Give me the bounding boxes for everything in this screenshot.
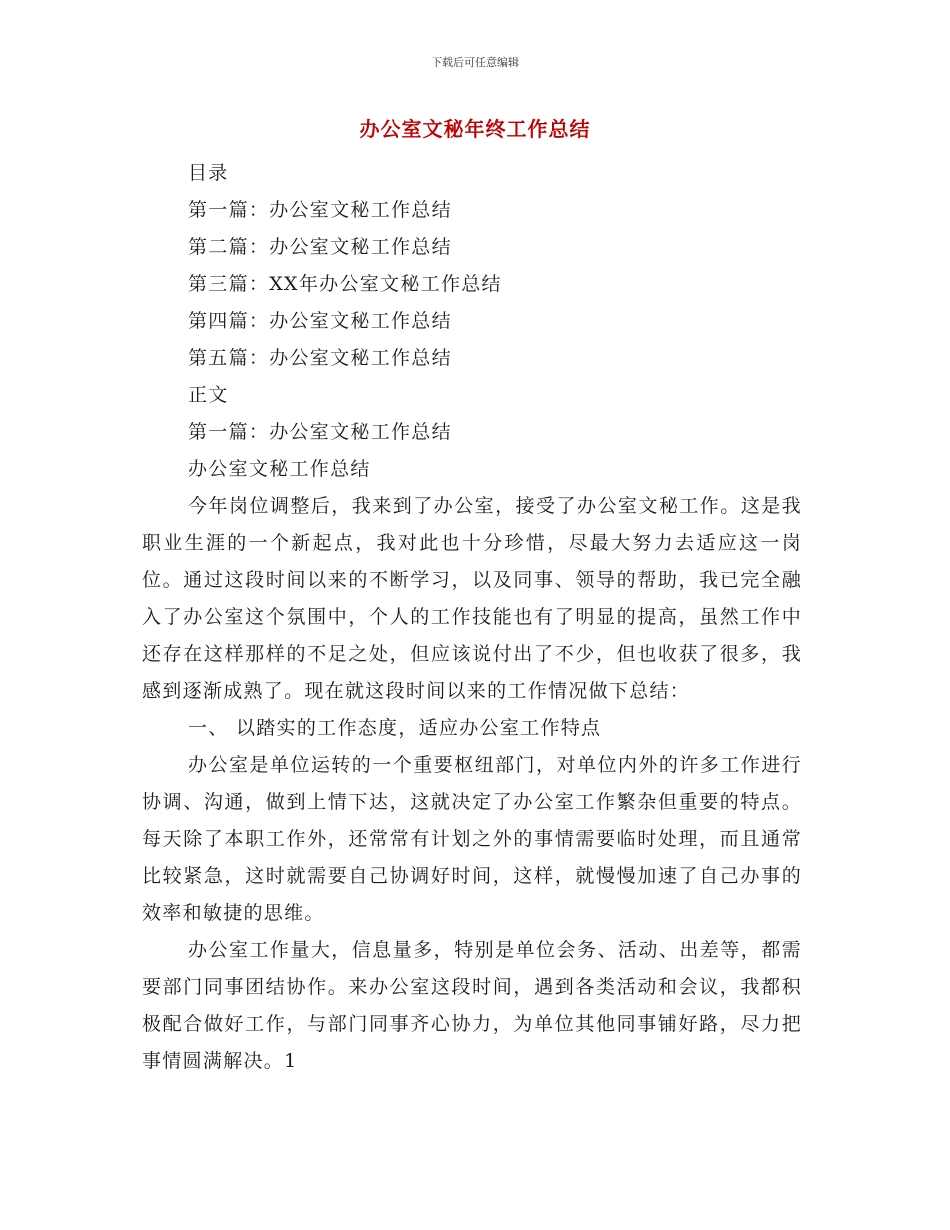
document-title: 办公室文秘年终工作总结 — [359, 117, 591, 141]
header-note: 下载后可任意编辑 — [431, 56, 519, 69]
chapter-title: 第一篇：办公室文秘工作总结 — [188, 421, 452, 443]
body-paragraph: 办公室工作量大，信息量多，特别是单位会务、活动、出差等，都需要部门同事团结协作。来办公室这段时间，遇到各类活动和会议，我都积极配合做好工作，与部门同事齐心协力，为单位其他同事铺好路，尽力把事情圆满解决。1 — [142, 939, 802, 1072]
chapter-subtitle: 办公室文秘工作总结 — [188, 458, 371, 480]
toc-heading: 目录 — [188, 162, 229, 184]
main-heading: 正文 — [188, 384, 229, 406]
toc-item: 第二篇：办公室文秘工作总结 — [188, 236, 452, 258]
toc-item: 第一篇：办公室文秘工作总结 — [188, 199, 452, 221]
toc-item: 第四篇：办公室文秘工作总结 — [188, 310, 452, 332]
intro-paragraph: 今年岗位调整后，我来到了办公室，接受了办公室文秘工作。这是我职业生涯的一个新起点，我对此也十分珍惜，尽最大努力去适应这一岗位。通过这段时间以来的不断学习，以及同事、领导的帮助，我已完全融入了办公室这个氛围中，个人的工作技能也有了明显的提高，虽然工作中还存在这样那样的不足之处，但应该说付出了不少，但也收获了很多，我感到逐渐成熟了。现在就这段时间以来的工作情况做下总结： — [142, 495, 802, 702]
document-body — [142, 155, 802, 1080]
section-heading: 一、 以踏实的工作态度，适应办公室工作特点 — [188, 717, 602, 739]
body-paragraph: 办公室是单位运转的一个重要枢纽部门，对单位内外的许多工作进行协调、沟通，做到上情下达，这就决定了办公室工作繁杂但重要的特点。每天除了本职工作外，还常常有计划之外的事情需要临时处理，而且通常比较紧急，这时就需要自己协调好时间，这样，就慢慢加速了自己办事的效率和敏捷的思维。 — [142, 754, 802, 924]
toc-item: 第三篇：XX年办公室文秘工作总结 — [188, 273, 502, 295]
toc-item: 第五篇：办公室文秘工作总结 — [188, 347, 452, 369]
